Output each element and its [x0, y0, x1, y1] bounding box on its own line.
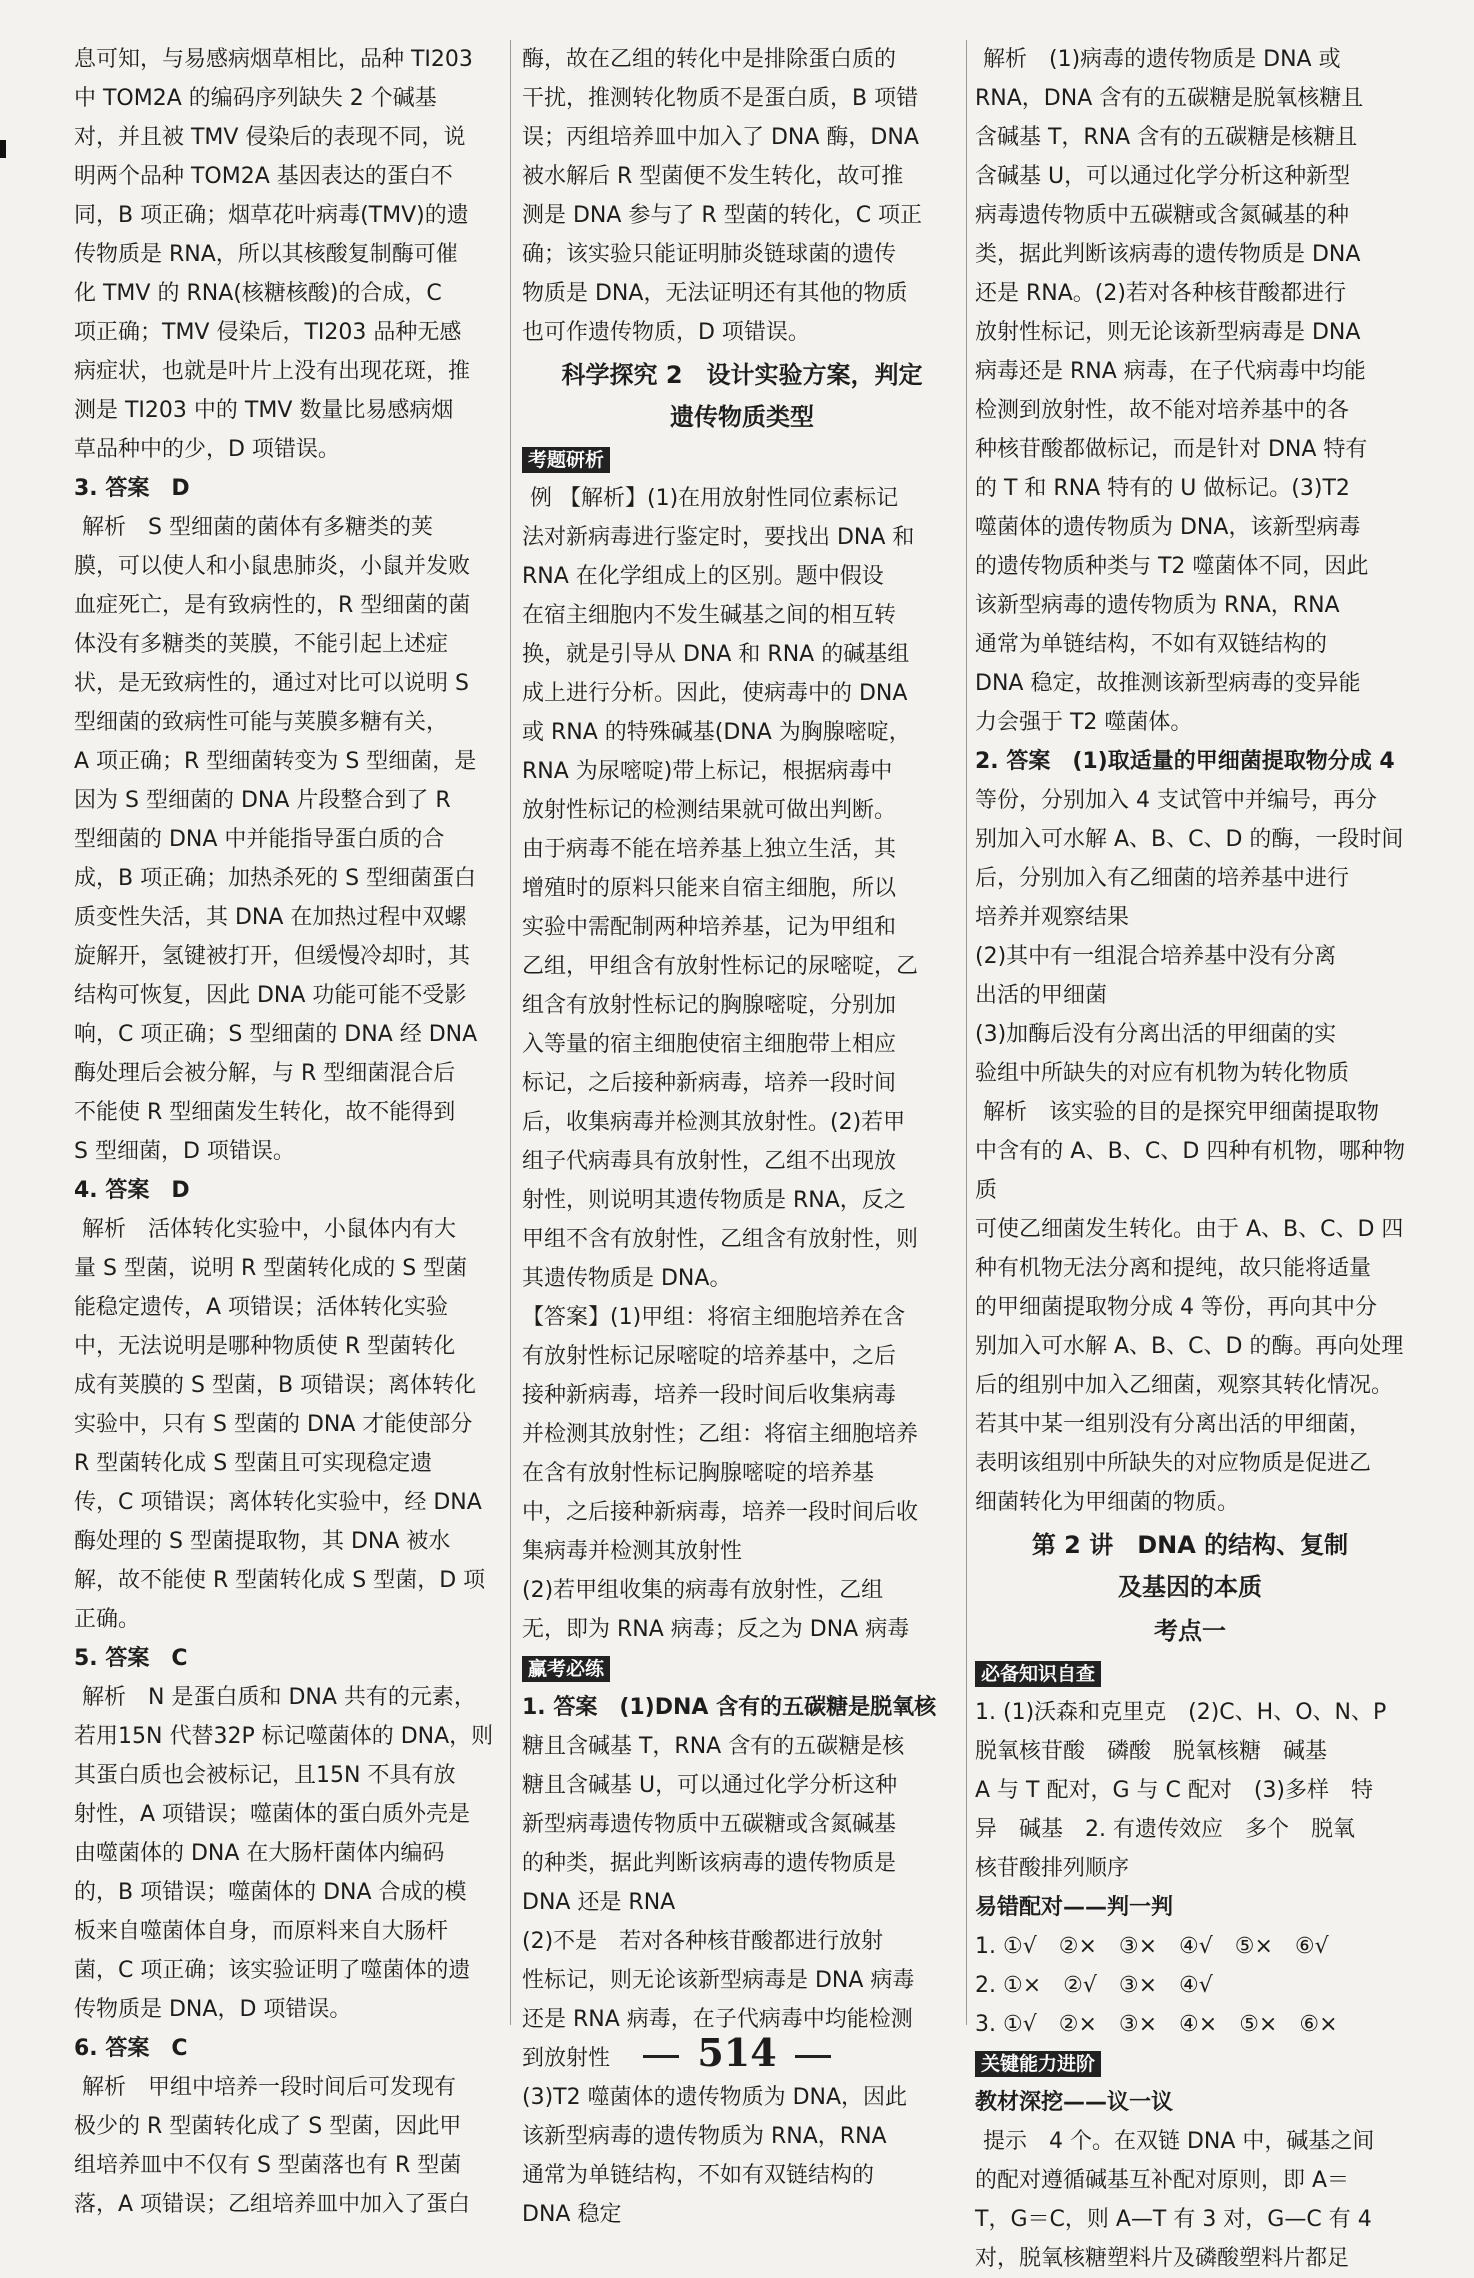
- text-line: (3)T2 噬菌体的遗传物质为 DNA，因此: [522, 2085, 908, 2110]
- text-line: 型细菌的致病性可能与荚膜多糖有关，: [74, 710, 449, 735]
- margin-mark: [0, 140, 6, 158]
- page-number: 514: [0, 2030, 1474, 2075]
- text-line: 别加入可水解 A、B、C、D 的酶，一段时间: [975, 827, 1404, 852]
- text-line: (3)加酶后没有分离出活的甲细菌的实: [975, 1022, 1337, 1047]
- text-line: 若其中某一组别没有分离出活的甲细菌，: [975, 1412, 1372, 1437]
- text-line: 也可作遗传物质，D 项错误。: [522, 320, 810, 345]
- text-line: 后，收集病毒并检测其放射性。(2)若甲: [522, 1110, 906, 1135]
- text-line: 实验中，只有 S 型菌的 DNA 才能使部分: [74, 1412, 473, 1437]
- text-line: 6. 答案 C: [74, 2036, 188, 2061]
- text-line: DNA 还是 RNA: [522, 1890, 676, 1915]
- text-line: 在宿主细胞内不发生碱基之间的相互转: [522, 603, 897, 628]
- text-line: 成上进行分析。因此，使病毒中的 DNA: [522, 681, 908, 706]
- text-line: 传物质是 RNA，所以其核酸复制酶可催: [74, 242, 458, 267]
- text-line: 误；丙组培养皿中加入了 DNA 酶，DNA: [522, 125, 919, 150]
- text-line: 通常为单链结构，不如有双链结构的: [975, 632, 1328, 657]
- text-line: 法对新病毒进行鉴定时，要找出 DNA 和: [522, 525, 915, 550]
- text-line: 菌，C 项正确；该实验证明了噬菌体的遗: [74, 1958, 471, 1983]
- judge-label: 易错配对——判一判: [975, 1895, 1174, 1920]
- text-line: 对，脱氧核糖塑料片及磷酸塑料片都足: [975, 2246, 1350, 2271]
- text-line: 脱氧核苷酸 磷酸 脱氧核糖 碱基: [975, 1739, 1328, 1764]
- text-line: T，G＝C，则 A—T 有 3 对，G—C 有 4: [975, 2207, 1372, 2232]
- text-line: 标记，之后接种新病毒，培养一段时间: [522, 1071, 897, 1096]
- text-line: 成，B 项正确；加热杀死的 S 型细菌蛋白: [74, 866, 477, 891]
- tag-ability: 关键能力进阶: [975, 2051, 1101, 2077]
- text-line: 传物质是 DNA，D 项错误。: [74, 1997, 352, 2022]
- text-line: 有放射性标记尿嘧啶的培养基中，之后: [522, 1344, 897, 1369]
- text-line: 成有荚膜的 S 型菌，B 项错误；离体转化: [74, 1373, 477, 1398]
- point-heading: 考点一: [1154, 1617, 1226, 1645]
- text-line: 糖且含碱基 U，可以通过化学分析这种: [522, 1773, 898, 1798]
- text-line: 并检测其放射性；乙组：将宿主细胞培养: [522, 1422, 919, 1447]
- text-line: 放射性标记的检测结果就可做出判断。: [522, 798, 897, 823]
- text-line: 解析 S 型细菌的菌体有多糖类的荚: [82, 515, 433, 540]
- text-line: 不能使 R 型细菌发生转化，故不能得到: [74, 1100, 456, 1125]
- text-line: 的，B 项错误；噬菌体的 DNA 合成的模: [74, 1880, 467, 1905]
- text-line: 酶处理的 S 型菌提取物，其 DNA 被水: [74, 1529, 451, 1554]
- text-line: A 与 T 配对，G 与 C 配对 (3)多样 特: [975, 1778, 1374, 1803]
- text-line: 其遗传物质是 DNA。: [522, 1266, 732, 1291]
- text-line: 由于病毒不能在培养基上独立生活，其: [522, 837, 897, 862]
- text-line: R 型菌转化成 S 型菌且可实现稳定遗: [74, 1451, 433, 1476]
- judge-rows: [975, 1927, 1405, 2044]
- text-line: A 项正确；R 型细菌转变为 S 型细菌，是: [74, 749, 477, 774]
- text-line: 2. ①× ②√ ③× ④√: [975, 1973, 1213, 1998]
- text-line: 中，之后接种新病毒，培养一段时间后收: [522, 1500, 919, 1525]
- text-line: RNA，DNA 含有的五碳糖是脱氧核糖且: [975, 86, 1364, 111]
- text-line: 还是 RNA 病毒，在子代病毒中均能检测: [522, 2007, 913, 2032]
- text-line: 中 TOM2A 的编码序列缺失 2 个碱基: [74, 86, 437, 111]
- text-line: 射性，则说明其遗传物质是 RNA，反之: [522, 1188, 906, 1213]
- text-line: 血症死亡，是有致病性的，R 型细菌的菌: [74, 593, 471, 618]
- text-line: 由噬菌体的 DNA 在大肠杆菌体内编码: [74, 1841, 445, 1866]
- column-middle: [522, 40, 962, 2234]
- text-line: 同，B 项正确；烟草花叶病毒(TMV)的遗: [74, 203, 469, 228]
- column-left: [74, 40, 506, 2224]
- text-line: 的甲细菌提取物分成 4 等份，再向其中分: [975, 1295, 1377, 1320]
- text-line: 板来自噬菌体自身，而原料来自大肠杆: [74, 1919, 449, 1944]
- text-line: 噬菌体的遗传物质为 DNA，该新型病毒: [975, 515, 1361, 540]
- text-line: 膜，可以使人和小鼠患肺炎，小鼠并发败: [74, 554, 471, 579]
- text-line: 该新型病毒的遗传物质为 RNA，RNA: [975, 593, 1340, 618]
- example-analysis: [522, 479, 962, 1649]
- text-line: 干扰，推测转化物质不是蛋白质，B 项错: [522, 86, 919, 111]
- knowledge-answers: [975, 1693, 1405, 1888]
- text-line: 质变性失活，其 DNA 在加热过程中双螺: [74, 905, 467, 930]
- text-line: 培养并观察结果: [975, 905, 1130, 930]
- text-line: 增殖时的原料只能来自宿主细胞，所以: [522, 876, 897, 901]
- text-line: (2)其中有一组混合培养基中没有分离: [975, 944, 1337, 969]
- text-line: 中含有的 A、B、C、D 四种有机物，哪种物质: [975, 1139, 1405, 1203]
- text-line: 息可知，与易感病烟草相比，品种 TI203: [74, 47, 473, 72]
- text-line: 新型病毒遗传物质中五碳糖或含氮碱基: [522, 1812, 897, 1837]
- text-line: RNA 在化学组成上的区别。题中假设: [522, 564, 884, 589]
- text-line: 糖且含碱基 T，RNA 含有的五碳糖是核: [522, 1734, 905, 1759]
- text-line: 解析 活体转化实验中，小鼠体内有大: [82, 1217, 457, 1242]
- text-line: 的遗传物质种类与 T2 噬菌体不同，因此: [975, 554, 1369, 579]
- discuss-text: [975, 2122, 1405, 2278]
- tag-must-practice: 赢考必练: [522, 1656, 610, 1682]
- tag-knowledge: 必备知识自查: [975, 1661, 1101, 1687]
- text-line: 对，并且被 TMV 侵染后的表现不同，说: [74, 125, 466, 150]
- text-line: 物质是 DNA，无法证明还有其他的物质: [522, 281, 908, 306]
- text-line: 表明该组别中所缺失的对应物质是促进乙: [975, 1451, 1372, 1476]
- text-line: 核苷酸排列顺序: [975, 1856, 1130, 1881]
- text-line: 射性，A 项错误；噬菌体的蛋白质外壳是: [74, 1802, 471, 1827]
- text-line: 含碱基 T，RNA 含有的五碳糖是核糖且: [975, 125, 1358, 150]
- text-line: 酶处理后会被分解，与 R 型细菌混合后: [74, 1061, 456, 1086]
- text-line: 4. 答案 D: [74, 1178, 190, 1203]
- text-line: 验组中所缺失的对应有机物为转化物质: [975, 1061, 1350, 1086]
- text-line: 类，据此判断该病毒的遗传物质是 DNA: [975, 242, 1361, 267]
- text-line: S 型细菌，D 项错误。: [74, 1139, 295, 1164]
- text-line: 的种类，据此判断该病毒的遗传物质是: [522, 1851, 897, 1876]
- text-line: 被水解后 R 型菌便不发生转化，故可推: [522, 164, 904, 189]
- text-line: 解析 甲组中培养一段时间后可发现有: [82, 2075, 457, 2100]
- text-line: 确；该实验只能证明肺炎链球菌的遗传: [522, 242, 897, 267]
- text-line: 的配对遵循碱基互补配对原则，即 A＝: [975, 2168, 1350, 2193]
- text-line: 化 TMV 的 RNA(核糖核酸)的合成，C: [74, 281, 442, 306]
- text-line: 种核苷酸都做标记，而是针对 DNA 特有: [975, 437, 1368, 462]
- text-line: 明两个品种 TOM2A 基因表达的蛋白不: [74, 164, 453, 189]
- text-line: 到放射性: [522, 2046, 611, 2071]
- text-line: 例 【解析】(1)在用放射性同位素标记: [530, 486, 899, 511]
- text-line: 酶，故在乙组的转化中是排除蛋白质的: [522, 47, 897, 72]
- text-line: 测是 DNA 参与了 R 型菌的转化，C 项正: [522, 203, 923, 228]
- text-line: DNA 稳定，故推测该新型病毒的变异能: [975, 671, 1361, 696]
- text-line: 其蛋白质也会被标记，且15N 不具有放: [74, 1763, 456, 1788]
- text-line: 1. 答案 (1)DNA 含有的五碳糖是脱氧核: [522, 1695, 937, 1720]
- section-heading-explore: 科学探究 2 设计实验方案，判定 遗传物质类型: [561, 361, 923, 431]
- discuss-label: 教材深挖——议一议: [975, 2090, 1174, 2115]
- text-line: 测是 TI203 中的 TMV 数量比易感病烟: [74, 398, 454, 423]
- text-line: 后，分别加入有乙细菌的培养基中进行: [975, 866, 1350, 891]
- text-line: 组子代病毒具有放射性，乙组不出现放: [522, 1149, 897, 1174]
- column-right: [975, 40, 1405, 2278]
- text-line: 的 T 和 RNA 特有的 U 做标记。(3)T2: [975, 476, 1350, 501]
- text-line: 1. ①√ ②× ③× ④√ ⑤× ⑥√: [975, 1934, 1329, 1959]
- text-line: 能稳定遗传，A 项错误；活体转化实验: [74, 1295, 449, 1320]
- text-line: 3. 答案 D: [74, 476, 190, 501]
- text-line: (2)不是 若对各种核苷酸都进行放射: [522, 1929, 884, 1954]
- text-line: 病毒还是 RNA 病毒，在子代病毒中均能: [975, 359, 1366, 384]
- text-line: 换，就是引导从 DNA 和 RNA 的碱基组: [522, 642, 910, 667]
- text-line: 2. 答案 (1)取适量的甲细菌提取物分成 4: [975, 749, 1395, 774]
- text-line: 因为 S 型细菌的 DNA 片段整合到了 R: [74, 788, 451, 813]
- text-line: 落，A 项错误；乙组培养皿中加入了蛋白: [74, 2192, 471, 2217]
- text-line: 正确。: [74, 1607, 141, 1632]
- text-line: 甲组不含有放射性，乙组含有放射性，则: [522, 1227, 919, 1252]
- text-line: 3. ①√ ②× ③× ④× ⑤× ⑥×: [975, 2012, 1338, 2037]
- text-line: 集病毒并检测其放射性: [522, 1539, 743, 1564]
- text-line: 中，无法说明是哪种物质使 R 型菌转化: [74, 1334, 456, 1359]
- text-line: 检测到放射性，故不能对培养基中的各: [975, 398, 1350, 423]
- text-line: 解，故不能使 R 型菌转化成 S 型菌，D 项: [74, 1568, 486, 1593]
- text-line: 病毒遗传物质中五碳糖或含氮碱基的种: [975, 203, 1350, 228]
- text-line: 提示 4 个。在双链 DNA 中，碱基之间: [983, 2129, 1375, 2154]
- text-line: 【答案】(1)甲组：将宿主细胞培养在含: [522, 1305, 906, 1330]
- text-line: 解析 N 是蛋白质和 DNA 共有的元素，: [82, 1685, 476, 1710]
- text-line: 极少的 R 型菌转化成了 S 型菌，因此甲: [74, 2114, 462, 2139]
- text-line: 量 S 型菌，说明 R 型菌转化成的 S 型菌: [74, 1256, 468, 1281]
- text-line: DNA 稳定: [522, 2202, 622, 2227]
- text-line: 出活的甲细菌: [975, 983, 1108, 1008]
- text-line: 该新型病毒的遗传物质为 RNA，RNA: [522, 2124, 887, 2149]
- column-divider: [966, 40, 967, 2025]
- text-line: 若用15N 代替32P 标记噬菌体的 DNA，则: [74, 1724, 494, 1749]
- text-line: 传，C 项错误；离体转化实验中，经 DNA: [74, 1490, 482, 1515]
- dash-left: [643, 2055, 679, 2058]
- text-line: 体没有多糖类的荚膜，不能引起上述症: [74, 632, 449, 657]
- text-line: 项正确；TMV 侵染后，TI203 品种无感: [74, 320, 462, 345]
- column-left-text: [74, 40, 506, 2224]
- text-line: 组含有放射性标记的胸腺嘧啶，分别加: [522, 993, 897, 1018]
- text-line: 还是 RNA。(2)若对各种核苷酸都进行: [975, 281, 1346, 306]
- text-line: 等份，分别加入 4 支试管中并编号，再分: [975, 788, 1377, 813]
- text-line: 在含有放射性标记胸腺嘧啶的培养基: [522, 1461, 875, 1486]
- middle-answer-continued: [522, 40, 962, 352]
- text-line: 实验中需配制两种培养基，记为甲组和: [522, 915, 897, 940]
- text-line: 旋解开，氢键被打开，但缓慢冷却时，其: [74, 944, 471, 969]
- text-line: RNA 为尿嘧啶)带上标记，根据病毒中: [522, 759, 893, 784]
- text-line: 异 碱基 2. 有遗传效应 多个 脱氧: [975, 1817, 1355, 1842]
- text-line: 性标记，则无论该新型病毒是 DNA 病毒: [522, 1968, 915, 1993]
- text-line: 种有机物无法分离和提纯，故只能将适量: [975, 1256, 1372, 1281]
- text-line: (2)若甲组收集的病毒有放射性，乙组: [522, 1578, 884, 1603]
- text-line: 响，C 项正确；S 型细菌的 DNA 经 DNA: [74, 1022, 478, 1047]
- lecture-heading: 第 2 讲 DNA 的结构、复制 及基因的本质: [1031, 1531, 1349, 1601]
- must-practice-answers: [522, 1688, 962, 2234]
- column-divider: [510, 40, 511, 2025]
- text-line: 草品种中的少，D 项错误。: [74, 437, 340, 462]
- text-line: 细菌转化为甲细菌的物质。: [975, 1490, 1240, 1515]
- text-line: 1. (1)沃森和克里克 (2)C、H、O、N、P: [975, 1700, 1387, 1725]
- text-line: 结构可恢复，因此 DNA 功能可能不受影: [74, 983, 467, 1008]
- text-line: 乙组，甲组含有放射性标记的尿嘧啶，乙: [522, 954, 919, 979]
- text-line: 别加入可水解 A、B、C、D 的酶。再向处理: [975, 1334, 1404, 1359]
- text-line: 无，即为 RNA 病毒；反之为 DNA 病毒: [522, 1617, 910, 1642]
- text-line: 解析 该实验的目的是探究甲细菌提取物: [983, 1100, 1380, 1125]
- text-line: 接种新病毒，培养一段时间后收集病毒: [522, 1383, 897, 1408]
- text-line: 组培养皿中不仅有 S 型菌落也有 R 型菌: [74, 2153, 462, 2178]
- text-line: 或 RNA 的特殊碱基(DNA 为胸腺嘧啶，: [522, 720, 911, 745]
- text-line: 解析 (1)病毒的遗传物质是 DNA 或: [983, 47, 1341, 72]
- text-line: 放射性标记，则无论该新型病毒是 DNA: [975, 320, 1361, 345]
- text-line: 含碱基 U，可以通过化学分析这种新型: [975, 164, 1351, 189]
- text-line: 型细菌的 DNA 中并能指导蛋白质的合: [74, 827, 445, 852]
- text-line: 力会强于 T2 噬菌体。: [975, 710, 1193, 735]
- tag-research: 考题研析: [522, 447, 610, 473]
- text-line: 通常为单链结构，不如有双链结构的: [522, 2163, 875, 2188]
- text-line: 5. 答案 C: [74, 1646, 188, 1671]
- text-line: 入等量的宿主细胞使宿主细胞带上相应: [522, 1032, 897, 1057]
- text-line: 病症状，也就是叶片上没有出现花斑，推: [74, 359, 471, 384]
- dash-right: [795, 2055, 831, 2058]
- text-line: 可使乙细菌发生转化。由于 A、B、C、D 四: [975, 1217, 1404, 1242]
- text-line: 后的组别中加入乙细菌，观察其转化情况。: [975, 1373, 1394, 1398]
- right-analysis: [975, 40, 1405, 1522]
- text-line: 状，是无致病性的，通过对比可以说明 S: [74, 671, 469, 696]
